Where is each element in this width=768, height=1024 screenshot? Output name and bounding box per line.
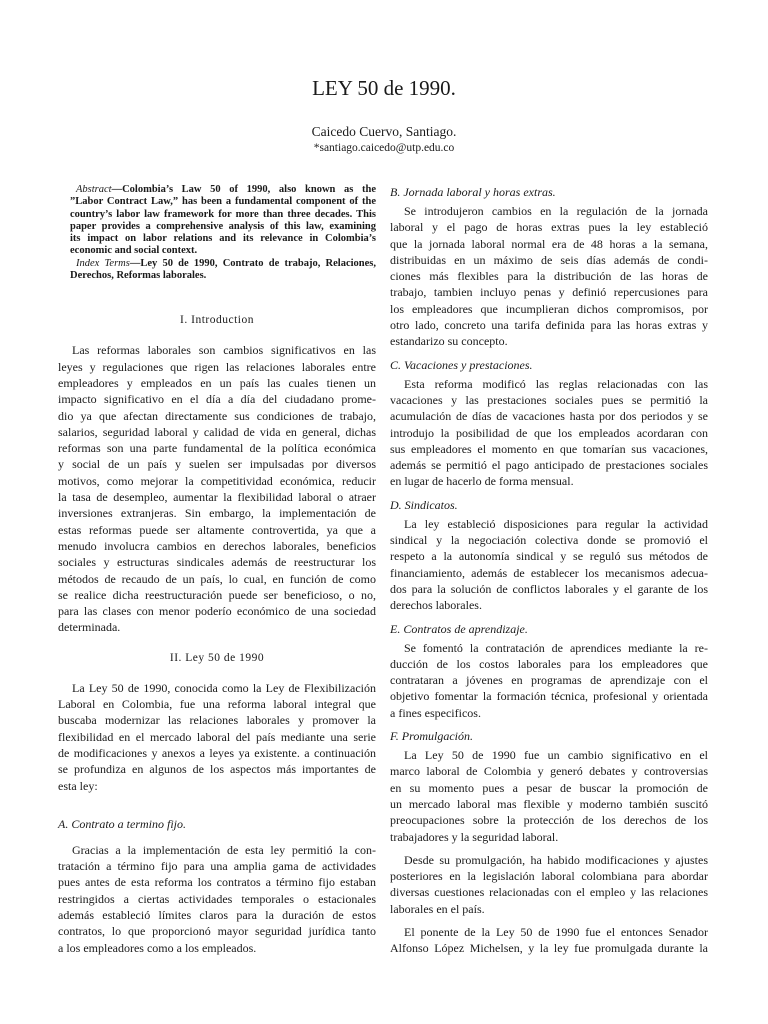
- text-line: salarios, seguridad laboral y calidad de vida en general, dichas: [58, 424, 376, 439]
- sub-c-paragraph: [390, 376, 708, 490]
- text-line: Esta reforma modificó las reglas relacionadas con las: [404, 376, 708, 391]
- subsection-heading-c: C. Vacaciones y prestaciones.: [390, 357, 533, 372]
- text-line: dos para la solución de conflictos laborales y el garante de los: [390, 581, 708, 596]
- text-line: estandarizo su concepto.: [390, 334, 508, 349]
- intro-paragraph: [58, 342, 376, 635]
- ley50-paragraph: [58, 680, 376, 794]
- author-email: *santiago.caicedo@utp.edu.co: [313, 142, 455, 154]
- text-line: impacto significativo en el día a día del ciudadano prome-: [58, 392, 376, 407]
- text-line: La Ley 50 de 1990 fue un cambio significativo en el: [404, 748, 708, 763]
- text-line: se realice dicha reestructuración puede ser beneficioso, o no,: [58, 587, 376, 602]
- text-line: sindical y la negociación colectiva donde se promovió el: [390, 533, 708, 548]
- text-line: además se permitió el pago anticipado de prestaciones sociales: [390, 458, 708, 473]
- text-line: laborales en el país.: [390, 901, 485, 916]
- text-line: vacaciones y las prestaciones sociales pues se permitió la: [390, 392, 708, 407]
- text-line: Se introdujeron cambios en la regulación de la jornada: [404, 204, 708, 218]
- subsection-heading-d: D. Sindicatos.: [390, 497, 458, 512]
- text-line: introdujo la posibilidad de que los empleados acordaran con: [390, 425, 708, 440]
- text-line: tratación a término fijo para una amplia gama de actividades: [58, 859, 376, 874]
- text-line: marco laboral de Colombia y generó debates y controversias: [390, 764, 708, 779]
- sub-b-paragraph: [390, 203, 708, 350]
- subsection-heading-b: B. Jornada laboral y horas extras.: [390, 185, 556, 199]
- sub-a-paragraph: [58, 842, 376, 956]
- text-line: Desde su promulgación, ha habido modificaciones y ajustes: [404, 852, 708, 867]
- subsection-heading-e: E. Contratos de aprendizaje.: [390, 621, 528, 636]
- text-line: además estableció límites claros para la duración de estos: [58, 907, 376, 922]
- sub-f-paragraph-2: [390, 852, 708, 917]
- text-line: que la jornada laboral normal era de 48 horas a la semana,: [390, 236, 708, 251]
- text-line: sociales y estructuras sindicales además de reestructurar los: [58, 555, 376, 570]
- text-line: Laboral en Colombia, fue una reforma laboral integral que: [58, 697, 376, 712]
- text-line: laboral y el pago de horas extras pues la ley estableció: [390, 220, 708, 235]
- text-line: Gracias a la implementación de esta ley permitió la con-: [72, 842, 376, 857]
- text-line: restringidos a ciertas actividades temporales o estacionales: [58, 891, 376, 906]
- text-line: determinada.: [58, 620, 121, 635]
- text-line: flexibilidad en el mercado laboral del país mediante una serie: [58, 729, 376, 744]
- text-line: trabajo, tambien incluyo penas y definió repercusiones para: [390, 285, 708, 300]
- text-line: buscaba modernizar las relaciones laborales y promover la: [58, 713, 376, 728]
- text-line: trabajadores y la seguridad laboral.: [390, 829, 559, 844]
- text-line: preocupaciones sobre la protección de los derechos de los: [390, 813, 708, 828]
- abstract-line: country’s labor law framework for more than three decades. This: [70, 208, 376, 220]
- text-line: un mercado laboral mas flexible y moderno también suscitó: [390, 796, 708, 811]
- text-line: de modificaciones y anexos a leyes ya existente. a continuación: [58, 745, 376, 760]
- text-line: ciones más flexibles para la distribución de las horas de: [390, 269, 708, 284]
- text-line: se profundiza en algunos de los aspectos más importantes de: [58, 762, 376, 777]
- abstract-label: Abstract: [76, 184, 112, 195]
- text-line: los empleadores que incumplieran dichos compromisos, por: [390, 301, 708, 316]
- text-line: estas reformas puede ser altamente controvertida, ya que a: [58, 522, 376, 537]
- text-line: la tasa de desempleo, aumentar la flexibilidad laboral o atraer: [58, 490, 376, 505]
- text-line: financiamiento, además de establecer los mecanismos adecua-: [390, 565, 708, 580]
- text-line: posteriores en la legislación laboral colombiana para abordar: [390, 869, 708, 884]
- text-line: pues antes de esta reforma los contratos a término fijo estaban: [58, 875, 376, 890]
- text-line: otro lado, concreto una tarifa definida para las horas extras y: [390, 318, 708, 333]
- sub-e-paragraph: [390, 640, 708, 721]
- text-line: La ley estableció disposiciones para regular la actividad: [404, 516, 708, 531]
- text-line: ducción de los costos laborales para los empleadores que: [390, 656, 708, 671]
- text-line: respeto a la autonomía sindical y se reguló sus métodos de: [390, 549, 708, 564]
- text-line: Alfonso López Michelsen, y la ley fue promulgada durante la: [390, 941, 708, 956]
- text-line: acumulación de días de vacaciones hasta por dos periodos y se: [390, 409, 708, 424]
- text-line: en lugar de hacerlo de forma mensual.: [390, 474, 574, 489]
- text-line: y social de un país y suelen ser impulsadas por diversos: [58, 457, 376, 472]
- text-line: diversas cuestiones relacionadas con el empleo y las relaciones: [390, 885, 708, 900]
- text-line: Se fomentó la contratación de aprendices mediante la re-: [404, 640, 708, 655]
- text-line: contratos, lo que proporcionó mayor seguridad jurídica tanto: [58, 924, 376, 939]
- text-line: leyes y regulaciones que rigen las relaciones laborales entre: [58, 359, 376, 374]
- text-line: derechos laborales.: [390, 598, 482, 613]
- text-line: Las reformas laborales son cambios significativos en las: [72, 343, 376, 358]
- paper-title: LEY 50 de 1990.: [312, 76, 456, 100]
- text-line: reformas son una parte fundamental de la política económica: [58, 441, 376, 456]
- abstract-line: economic and social context.: [70, 245, 198, 257]
- text-line: a los empleadores como a los empleados.: [58, 940, 257, 955]
- abstract-line: —Colombia’s Law 50 of 1990, also known as the: [111, 184, 376, 195]
- sub-f-paragraph-1: [390, 747, 708, 845]
- index-terms-line: —Ley 50 de 1990, Contrato de trabajo, Relaciones,: [129, 257, 376, 269]
- text-line: objetivo fomentar la formación técnica, profesional y orientada: [390, 689, 708, 704]
- text-line: dio ya que afectan directamente sus condiciones de trabajo,: [58, 408, 376, 423]
- sub-f-paragraph-3: [390, 924, 708, 957]
- subsection-heading-f: F. Promulgación.: [390, 729, 473, 744]
- text-line: contrataran a jóvenes en programas de aprendizaje con el: [390, 673, 708, 688]
- subsection-heading-a: A. Contrato a termino fijo.: [58, 816, 187, 831]
- text-line: distribuidas en un máximo de seis días además de condi-: [390, 252, 708, 267]
- text-line: empleadores y empleados en un país las cuales tienen un: [58, 375, 376, 390]
- abstract-line: its impact on labor relations and its relevance in Colombia’s: [70, 233, 376, 245]
- abstract: [70, 184, 376, 282]
- left-column: [58, 184, 376, 956]
- section-heading-introduction: I. Introduction: [180, 314, 254, 327]
- index-terms-label: Index Terms: [76, 257, 130, 269]
- abstract-line: paper provides a comprehensive analysis of this law, examining: [70, 220, 376, 232]
- sub-d-paragraph: [390, 516, 708, 614]
- text-line: menudo involucra cambios en derechos laborales, beneficios: [58, 538, 376, 553]
- text-line: sus empleadores el momento en que tomarían sus vacaciones,: [390, 441, 708, 456]
- section-heading-ley-50: II. Ley 50 de 1990: [169, 651, 265, 664]
- index-terms-line: Derechos, Reformas laborales.: [70, 270, 207, 282]
- text-line: métodos de recaudo de un país, lo cual, en función de como: [58, 571, 376, 586]
- text-line: para las clases con menor poderío económico de una sociedad: [58, 604, 376, 619]
- author-name: Caicedo Cuervo, Santiago.: [311, 124, 457, 139]
- text-line: El ponente de la Ley 50 de 1990 fue el entonces Senador: [404, 924, 708, 939]
- text-line: La Ley 50 de 1990, conocida como la Ley de Flexibilización: [72, 680, 376, 695]
- right-column: [390, 184, 708, 957]
- text-line: esta ley:: [58, 778, 98, 793]
- text-line: motivos, como mejorar la competitividad económica, reducir: [58, 473, 376, 488]
- text-line: a fines especificos.: [390, 705, 481, 720]
- abstract-line: ”Labor Contract Law,” has been a fundamental component of the: [70, 196, 376, 208]
- text-line: inversiones extranjeras. Sin embargo, la implementación de: [58, 506, 376, 521]
- text-line: en su momento pues a pesar de buscar la promoción de: [390, 780, 708, 795]
